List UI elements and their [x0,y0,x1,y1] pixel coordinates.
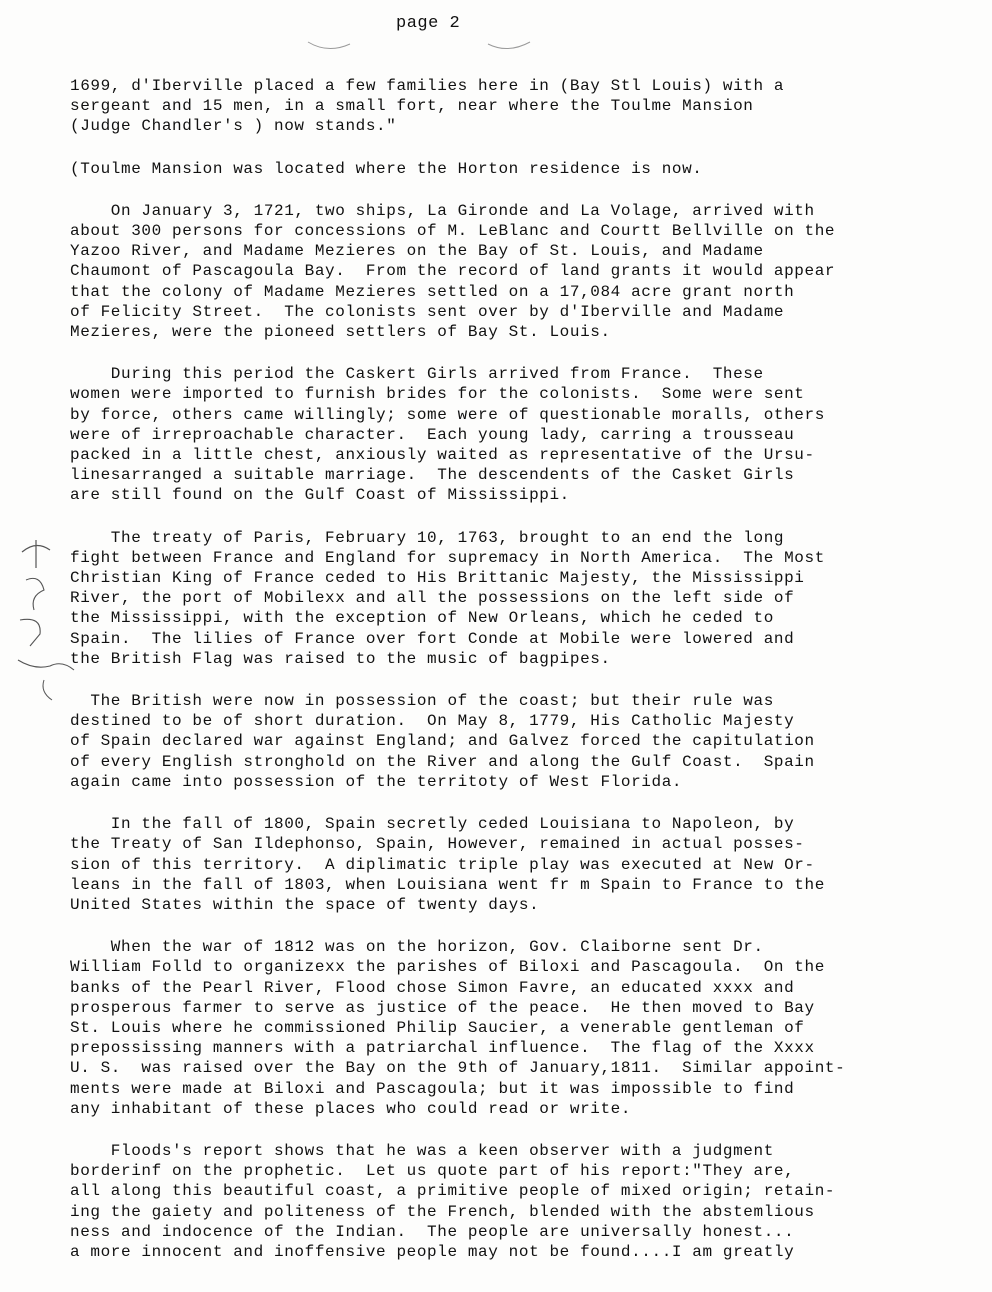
text-line: (Judge Chandler's ) now stands." [70,117,397,136]
text-line: prepossissing manners with a patriarchal influence. The flag of the Xxxx [70,1039,815,1058]
text-line: fight between France and England for supremacy in North America. The Most [70,548,825,567]
text-line: Chaumont of Pascagoula Bay. From the record of land grants it would appear [70,262,836,281]
text-line: The treaty of Paris, February 10, 1763, brought to an end the long [70,528,785,547]
text-line: sergeant and 15 men, in a small fort, near where the Toulme Mansion [70,97,754,116]
text-line: of every English stronghold on the River and along the Gulf Coast. Spain [70,752,815,771]
text-line: linesarranged a suitable marriage. The descendents of the Casket Girls [70,466,795,485]
text-line: When the war of 1812 was on the horizon, Gov. Claiborne sent Dr. [70,938,764,957]
text-line: sion of this territory. A diplimatic triple play was executed at New Or- [70,855,815,874]
paragraph-p4 [70,364,980,505]
text-line: of Spain declared war against England; and Galvez forced the capitulation [70,732,815,751]
text-line: borderinf on the prophetic. Let us quote part of his report:"They are, [70,1162,795,1181]
text-line: leans in the fall of 1803, when Louisiana went fr m Spain to France to the [70,875,825,894]
text-line: prosperous farmer to serve as justice of the peace. He then moved to Bay [70,998,815,1017]
text-line: that the colony of Madame Mezieres settled on a 17,084 acre grant north [70,282,795,301]
text-line: are still found on the Gulf Coast of Mississippi. [70,486,570,505]
text-line: destined to be of short duration. On May 8, 1779, His Catholic Majesty [70,712,795,731]
text-line: (Toulme Mansion was located where the Horton residence is now. [70,159,703,178]
text-line: any inhabitant of these places who could read or write. [70,1099,632,1118]
text-line: River, the port of Mobilexx and all the possessions on the left side of [70,589,795,608]
text-line: Mezieres, were the pioneed settlers of Bay St. Louis. [70,323,611,342]
text-line: United States within the space of twenty days. [70,895,540,914]
paragraph-p7 [70,814,980,915]
text-line: packed in a little chest, anxiously waited as representative of the Ursu- [70,446,815,465]
text-line: the Treaty of San Ildephonso, Spain, However, remained in actual posses- [70,835,805,854]
text-line: about 300 persons for concessions of M. LeBlanc and Courtt Bellville on the [70,222,836,241]
text-line: William Folld to organizexx the parishes of Biloxi and Pascagoula. On the [70,958,825,977]
text-line: banks of the Pearl River, Flood chose Simon Favre, an educated xxxx and [70,978,795,997]
text-line: women were imported to furnish brides for the colonists. Some were sent [70,385,805,404]
text-line: of Felicity Street. The colonists sent over by d'Iberville and Madame [70,302,785,321]
text-line: a more innocent and inoffensive people may not be found....I am greatly [70,1242,795,1261]
paragraph-p1 [70,76,980,137]
text-line: the Mississippi, with the exception of New Orleans, which he ceded to [70,609,774,628]
paragraph-p9 [70,1141,980,1262]
text-line: again came into possession of the territoty of West Florida. [70,772,683,791]
text-line: Spain. The lilies of France over fort Conde at Mobile were lowered and [70,629,795,648]
text-line: ments were made at Biloxi and Pascagoula; but it was impossible to find [70,1079,795,1098]
text-line: The British were now in possession of the coast; but their rule was [70,692,774,711]
paragraph-p3 [70,201,980,342]
text-line: Floods's report shows that he was a keen observer with a judgment [70,1141,774,1160]
text-line: 1699, d'Iberville placed a few families here in (Bay Stl Louis) with a [70,77,785,95]
document-body [70,76,980,1284]
page-number: page 2 [396,14,461,33]
paragraph-p2 [70,159,980,179]
paragraph-p6 [70,691,980,792]
text-line: by force, others came willingly; some were of questionable moralls, others [70,405,825,424]
text-line: On January 3, 1721, two ships, La Gironde and La Volage, arrived with [70,201,815,220]
text-line: In the fall of 1800, Spain secretly ceded Louisiana to Napoleon, by [70,815,795,834]
paragraph-p8 [70,937,980,1119]
text-line: ing the gaiety and politeness of the French, blended with the abstemlious [70,1202,815,1221]
text-line: were of irreproachable character. Each young lady, carring a trousseau [70,425,795,444]
text-line: St. Louis where he commissioned Philip Saucier, a venerable gentleman of [70,1018,805,1037]
text-line: U. S. was raised over the Bay on the 9th of January,1811. Similar appoint- [70,1059,846,1078]
text-line: During this period the Caskert Girls arrived from France. These [70,365,764,384]
embossed-seal-mark [298,38,538,58]
text-line: ness and indocence of the Indian. The people are universally honest... [70,1222,795,1241]
text-line: all along this beautiful coast, a primitive people of mixed origin; retain- [70,1182,836,1201]
text-line: the British Flag was raised to the music of bagpipes. [70,649,611,668]
text-line: Yazoo River, and Madame Mezieres on the Bay of St. Louis, and Madame [70,242,764,261]
text-line: Christian King of France ceded to His Brittanic Majesty, the Mississippi [70,569,805,588]
paragraph-p5 [70,528,980,669]
